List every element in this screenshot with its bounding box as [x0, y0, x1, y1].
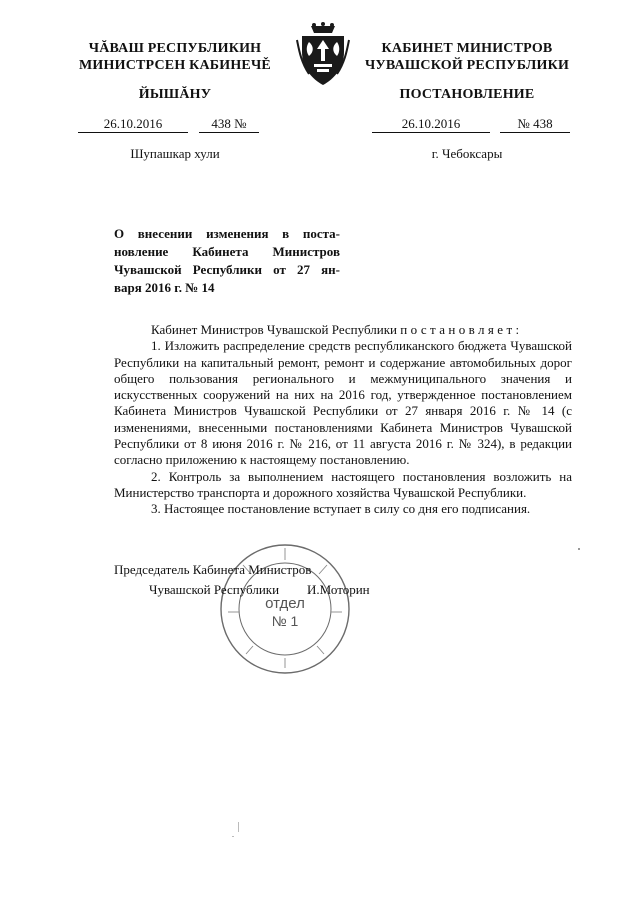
left-doc-type: ЙЫШĂНУ — [138, 87, 212, 102]
preamble — [114, 322, 572, 338]
left-date-underline — [78, 132, 188, 133]
left-date-field — [78, 116, 188, 132]
right-date-underline — [372, 132, 490, 133]
right-date-field — [372, 116, 490, 132]
stamp-center-line1: отдел — [265, 595, 305, 612]
preamble-decree: постановляет: — [400, 322, 523, 337]
left-number: 438 № — [211, 116, 247, 131]
title-line1: О внесении изменения в поста- — [114, 226, 340, 241]
right-org-line1: КАБИНЕТ МИНИСТРОВ — [381, 41, 553, 56]
right-doc-type: ПОСТАНОВЛЕНИЕ — [399, 87, 535, 102]
left-org-name — [60, 40, 290, 74]
scan-speck — [238, 822, 239, 832]
right-org-name — [352, 40, 582, 74]
title-line3: Чувашской Республики от 27 ян- — [114, 262, 340, 277]
document-title — [114, 225, 340, 297]
scan-speck — [232, 836, 234, 837]
left-city: Шупашкар хули — [130, 146, 220, 161]
paragraph-3: 3. Настоящее постановление вступает в силу со дня его подписания. — [151, 501, 531, 517]
signature-name: И.Моторин — [307, 582, 370, 597]
left-org-line2: МИНИСТРСЕН КАБИНЕЧĚ — [79, 58, 271, 73]
paragraph-2: 2. Контроль за выполнением настоящего постановления возложить на Министерство транспорта и дорожного хозяйства Чувашской Республики. — [114, 468, 572, 500]
left-date: 26.10.2016 — [103, 116, 163, 131]
left-number-underline — [199, 132, 259, 133]
right-number-underline — [500, 132, 570, 133]
preamble-text: Кабинет Министров Чувашской Республики — [151, 322, 401, 337]
scan-speck — [578, 548, 580, 550]
right-date: 26.10.2016 — [401, 116, 461, 131]
stamp-center-line2: № 1 — [271, 613, 299, 629]
document-body — [114, 322, 572, 518]
right-org-line2: ЧУВАШСКОЙ РЕСПУБЛИКИ — [364, 58, 570, 73]
paragraph-1: 1. Изложить распределение средств республиканского бюджета Чувашской Республики на капитальный ремонт, ремонт и содержание автомобильных дорог общего пользования регионального и межмуниципального значения и искусственных сооружений на них на 2016 год, утвержденное постановлением Кабинета Министров Чувашской Республики от 27 января 2016 г. № 14 (с изменениями, внесенными постановлениями Кабинета Министров Чувашской Республики от 8 июня 2016 г. № 216, от 11 августа 2016 г. № 324), в редакции согласно приложению к настоящему постановлению. — [114, 338, 572, 468]
chuvash-coat-of-arms-icon — [294, 22, 352, 88]
right-number: № 438 — [517, 116, 553, 131]
signature-position-line1: Председатель Кабинета Министров — [114, 562, 312, 577]
signature-position-line2: Чувашской Республики — [149, 582, 280, 597]
right-city: г. Чебоксары — [431, 146, 503, 161]
title-line4: варя 2016 г. № 14 — [114, 280, 215, 295]
left-org-line1: ЧĂВАШ РЕСПУБЛИКИН — [88, 41, 262, 56]
title-line2: новление Кабинета Министров — [114, 244, 340, 259]
